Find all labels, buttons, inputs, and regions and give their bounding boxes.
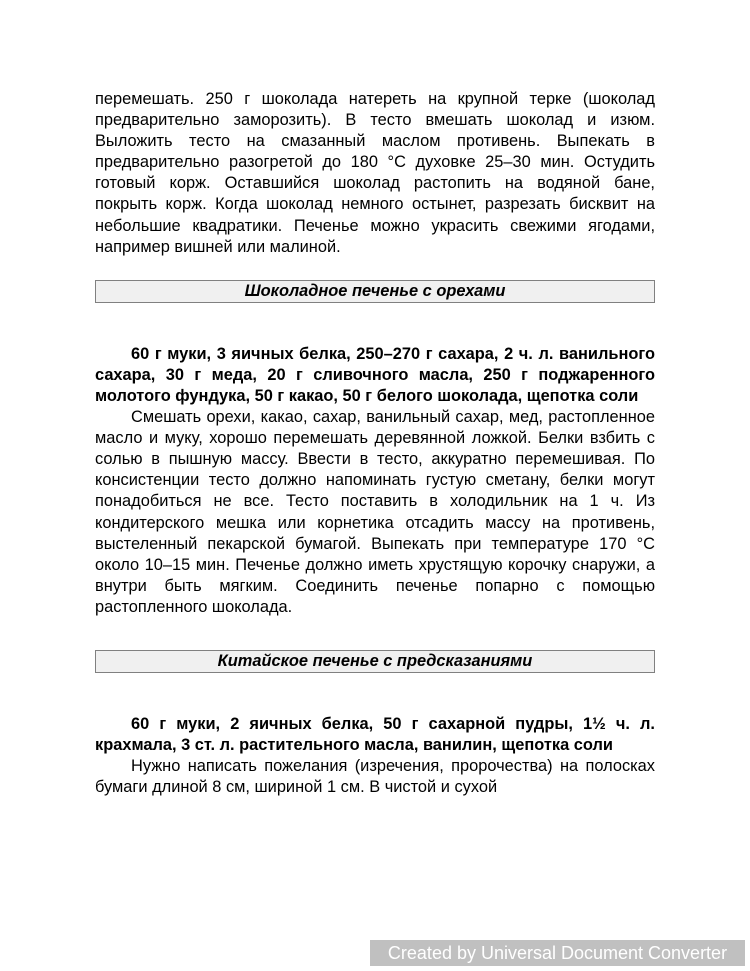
recipe1-ingredients: 60 г муки, 3 яичных белка, 250–270 г сахара, 2 ч. л. ванильного сахара, 30 г меда, 20 г сливочного масла, 250 г поджаренного молотого фундука, 50 г какао, 50 г белого шоколада, щепотка соли xyxy=(95,344,655,405)
recipe-title-fortune-cookies: Китайское печенье с предсказаниями xyxy=(95,650,655,673)
recipe2-ingredients: 60 г муки, 2 яичных белка, 50 г сахарной пудры, 1½ ч. л. крахмала, 3 ст. л. растительного масла, ванилин, щепотка соли xyxy=(95,714,655,755)
intro-paragraph: перемешать. 250 г шоколада натереть на крупной терке (шоколад предварительно заморозить). В тесто вмешать шоколад и изюм. Выложить тесто на смазанный маслом противень. Выпекать в предварительно разогретой до 180 °С духовке 25–30 мин. Остудить готовый корж. Оставшийся шоколад растопить на водяной бане, покрыть корж. Когда шоколад немного остынет, разрезать бисквит на небольшие квадратики. Печенье можно украсить свежими ягодами, например вишней или малиной. xyxy=(95,90,655,256)
watermark: Created by Universal Document Converter xyxy=(370,940,745,966)
document-page xyxy=(95,89,655,798)
recipe1-instructions: Смешать орехи, какао, сахар, ванильный сахар, мед, растопленное масло и муку, хорошо перемешать деревянной ложкой. Белки взбить с солью в пышную массу. Ввести в тесто, аккуратно перемешивая. По консистенции тесто должно напоминать густую сметану, белки могут понадобиться не все. Тесто поставить в холодильник на 1 ч. Из кондитерского мешка или корнетика отсадить массу на противень, выстеленный пекарской бумагой. Выпекать при температуре 170 °С около 10–15 мин. Печенье должно иметь хрустящую корочку снаружи, а внутри быть мягким. Соединить печенье попарно с помощью растопленного шоколада. xyxy=(95,408,655,616)
recipe-title-chocolate-nut-cookies: Шоколадное печенье с орехами xyxy=(95,280,655,303)
recipe2-instructions: Нужно написать пожелания (изречения, пророчества) на полосках бумаги длиной 8 см, шириной 1 см. В чистой и сухой xyxy=(95,757,655,797)
